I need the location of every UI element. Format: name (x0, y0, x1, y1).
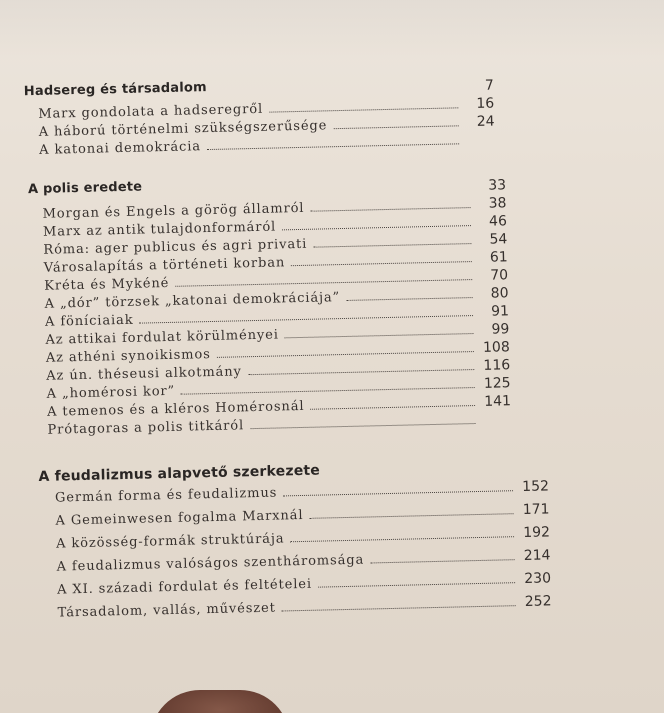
dot-leader (310, 207, 470, 212)
dot-leader (318, 582, 515, 587)
entry-label: A háború történelmi szükségszerűsége (38, 118, 328, 140)
page-number: 141 (484, 393, 512, 410)
entry-label: Az ún. théseusi alkotmány (46, 364, 242, 384)
entry-label: Az attikai fordulat körülményei (45, 327, 280, 348)
dot-leader (207, 143, 459, 150)
entry-label: Kréta és Mykéné (44, 275, 170, 294)
page-number: 125 (483, 375, 511, 392)
dot-leader (269, 107, 458, 112)
page-number: 70 (490, 267, 509, 284)
dot-leader (346, 297, 472, 301)
page-number: 152 (522, 478, 550, 495)
page-number: 24 (476, 113, 495, 130)
dot-leader (370, 559, 514, 563)
page-number: 230 (524, 570, 552, 587)
section-title: Hadsereg és társadalom (23, 80, 207, 100)
dot-leader (333, 125, 458, 129)
entry-label: Morgan és Engels a görög államról (42, 200, 305, 222)
page-number: 54 (489, 231, 508, 248)
section-title: A polis eredete (27, 179, 143, 198)
page-number: 33 (488, 177, 507, 194)
entry-label: Germán forma és feudalizmus (54, 485, 278, 506)
entry-label: Marx az antik tulajdonformáról (42, 219, 277, 240)
page-number: 108 (482, 339, 510, 356)
entry-label: A katonai demokrácia (39, 139, 202, 158)
dot-leader (250, 423, 475, 429)
entry-label: A „homérosi kor” (46, 383, 176, 402)
entry-label: A „dór” törzsek „katonai demokráciája” (44, 290, 341, 312)
page-number: 214 (523, 547, 551, 564)
page-number: 7 (484, 77, 495, 94)
entry-label: A feudalizmus valóságos szentháromsága (56, 552, 365, 575)
dot-leader (311, 405, 476, 410)
page-number: 99 (491, 321, 510, 338)
entry-label: A XI. századi fordulat és feltételei (56, 576, 313, 598)
entry-label: Társadalom, vallás, művészet (57, 600, 276, 621)
dot-leader (282, 605, 516, 611)
dot-leader (291, 261, 472, 266)
page-number: 252 (524, 593, 552, 610)
dot-leader (282, 225, 471, 230)
dot-leader (309, 513, 513, 519)
page-number: 116 (483, 357, 511, 374)
entry-label: Róma: ager publicus és agri privati (43, 236, 308, 258)
page-number: 16 (476, 95, 495, 112)
page-number: 192 (523, 524, 551, 541)
entry-label: Az athéni synoikismos (45, 347, 211, 366)
entry-label: A temenos és a kléros Homérosnál (46, 398, 305, 420)
entry-label: Városalapítás a történeti korban (43, 255, 286, 276)
page-number: 80 (490, 285, 509, 302)
entry-label: Prótagoras a polis titkáról (47, 418, 245, 438)
entry-label: A Gemeinwesen fogalma Marxnál (55, 507, 304, 529)
dot-leader (313, 243, 471, 248)
page-number (482, 427, 512, 428)
page-number: 91 (490, 303, 510, 320)
page-number: 171 (522, 501, 550, 518)
page-number: 61 (489, 249, 508, 266)
dot-leader (291, 536, 515, 542)
dot-leader (285, 333, 474, 338)
page-number: 38 (488, 195, 507, 212)
page-number: 46 (488, 213, 508, 230)
page-number (465, 148, 495, 149)
entry-label: Marx gondolata a hadseregről (38, 101, 264, 122)
dot-leader (283, 490, 513, 496)
entry-label: A föníciaiak (44, 312, 134, 330)
entry-label: A közösség-formák struktúrája (55, 531, 285, 552)
section-title: A feudalizmus alapvető szerkezete (38, 462, 321, 485)
